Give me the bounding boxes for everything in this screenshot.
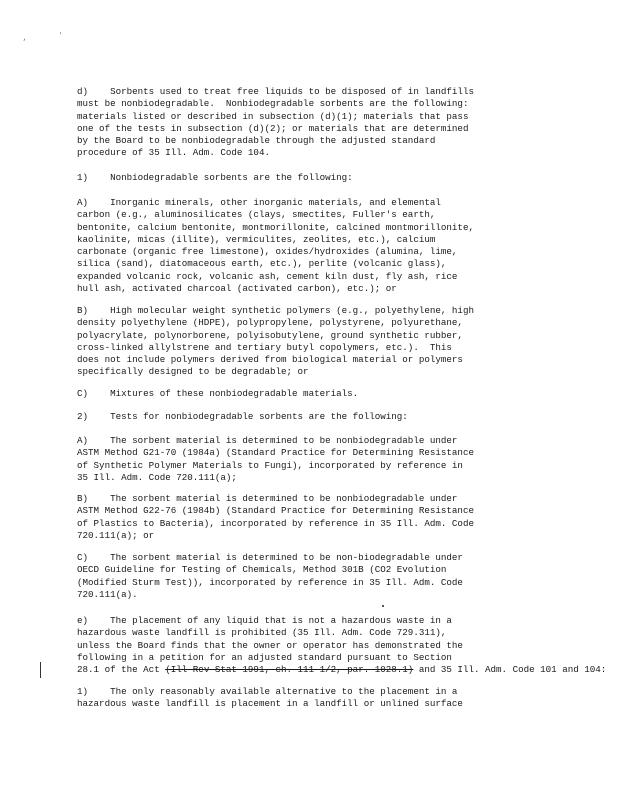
paragraph-line: ASTM Method G22-76 (1984b) (Standard Practice for Determining Resistance [77,505,474,517]
struck-citation: (Ill Rev Stat 1991, ch. 111 1/2, par. 1028.1) [165,664,414,676]
paragraph-line: following in a petition for an adjusted standard pursuant to Section [77,651,452,663]
paragraph-line: 1) Nonbiodegradable sorbents are the following: [77,172,353,183]
paragraph-d2-b [77,493,607,542]
paragraph-line: does not include polymers derived from biological material or polymers [77,354,463,366]
paragraph-e1 [77,686,607,711]
paragraph-line: expanded volcanic rock, volcanic ash, cement kiln dust, fly ash, rice [77,270,458,282]
paragraph-line: cross-linked allylstrene and tertiary butyl copolymers, etc.). This [77,341,452,353]
paragraph-line: C) The sorbent material is determined to be non-biodegradable under [77,552,463,563]
paragraph-line: C) Mixtures of these nonbiodegradable materials. [77,388,359,399]
paragraph-d2-a [77,435,607,484]
paragraph-line: B) High molecular weight synthetic polymers (e.g., polyethylene, high [77,305,474,316]
paragraph-line: of Plastics to Bacteria), incorporated by reference in 35 Ill. Adm. Code [77,517,474,529]
paragraph-line: by the Board to be nonbiodegradable through the adjusted standard [77,135,436,147]
paragraph-line-with-strike [77,664,607,676]
paragraph-line: e) The placement of any liquid that is not a hazardous waste in a [77,615,452,626]
paragraph-d2-c [77,552,607,601]
paragraph-d1-b [77,305,607,379]
paragraph-line: 1) The only reasonably available alternative to the placement in a [77,686,458,697]
paragraph-line: 720.111(a). [77,588,138,600]
paragraph-line: one of the tests in subsection (d)(2); or materials that are determined [77,122,469,134]
paragraph-line: materials listed or described in subsection (d)(1); materials that pass [77,110,469,122]
paragraph-line-start: 28.1 of the Act [77,664,166,676]
paragraph-line: hazardous waste landfill is placement in a landfill or unlined surface [77,698,463,710]
paragraph-line: OECD Guideline for Testing of Chemicals, Method 301B (CO2 Evolution [77,564,447,576]
paragraph-line: d) Sorbents used to treat free liquids to be disposed of in landfills [77,86,474,97]
paragraph-line: 35 Ill. Adm. Code 720.111(a); [77,471,237,483]
paragraph-line: 2) Tests for nonbiodegradable sorbents are the following: [77,411,408,422]
paragraph-line: bentonite, calcium bentonite, montmorillonite, calcined montmorillonite, [77,221,474,233]
paragraph-line: A) The sorbent material is determined to be nonbiodegradable under [77,435,458,446]
paragraph-d1-c [77,388,607,400]
paragraph-line: polyacrylate, polynorborene, polyisobutylene, ground synthetic rubber, [77,329,463,341]
paragraph-d1-a [77,197,607,295]
paragraph-line: procedure of 35 Ill. Adm. Code 104. [77,147,270,159]
paragraph-line: hull ash, activated charcoal (activated carbon), etc.); or [77,283,397,295]
paragraph-line-end: and 35 Ill. Adm. Code 101 and 104: [413,664,607,676]
paragraph-d1 [77,172,607,184]
paragraph-line: carbonate (organic free limestone), oxides/hydroxides (alumina, lime, [77,246,458,258]
paragraph-line: of Synthetic Polymer Materials to Fungi), incorporated by reference in [77,459,463,471]
paragraph-line: carbon (e.g., aluminosilicates (clays, smectites, Fuller's earth, [77,209,436,221]
paragraph-d [77,86,607,160]
paragraph-d2 [77,411,607,423]
paragraph-line: B) The sorbent material is determined to be nonbiodegradable under [77,493,458,504]
scan-mark-right: ' [58,31,63,40]
paragraph-line: silica (sand), diatomaceous earth, etc.), perlite (volcanic glass), [77,258,447,270]
scan-speck [382,605,384,607]
paragraph-line: must be nonbiodegradable. Nonbiodegradable sorbents are the following: [77,98,469,110]
paragraph-line: density polyethylene (HDPE), polypropylene, polystyrene, polyurethane, [77,317,463,329]
paragraph-line: hazardous waste landfill is prohibited (35 Ill. Adm. Code 729.311), [77,627,447,639]
paragraph-line: 720.111(a); or [77,529,155,541]
revision-bar [40,662,41,678]
paragraph-line: (Modified Sturm Test)), incorporated by reference in 35 Ill. Adm. Code [77,576,463,588]
paragraph-line: kaolinite, micas (illite), vermiculites, zeolites, etc.), calcium [77,233,436,245]
paragraph-line: ASTM Method G21-70 (1984a) (Standard Practice for Determining Resistance [77,447,474,459]
paragraph-line: unless the Board finds that the owner or operator has demonstrated the [77,639,463,651]
scan-mark-left: , [22,33,27,42]
paragraph-e [77,615,607,676]
paragraph-line: A) Inorganic minerals, other inorganic materials, and elemental [77,197,441,208]
paragraph-line: specifically designed to be degradable; or [77,366,309,378]
